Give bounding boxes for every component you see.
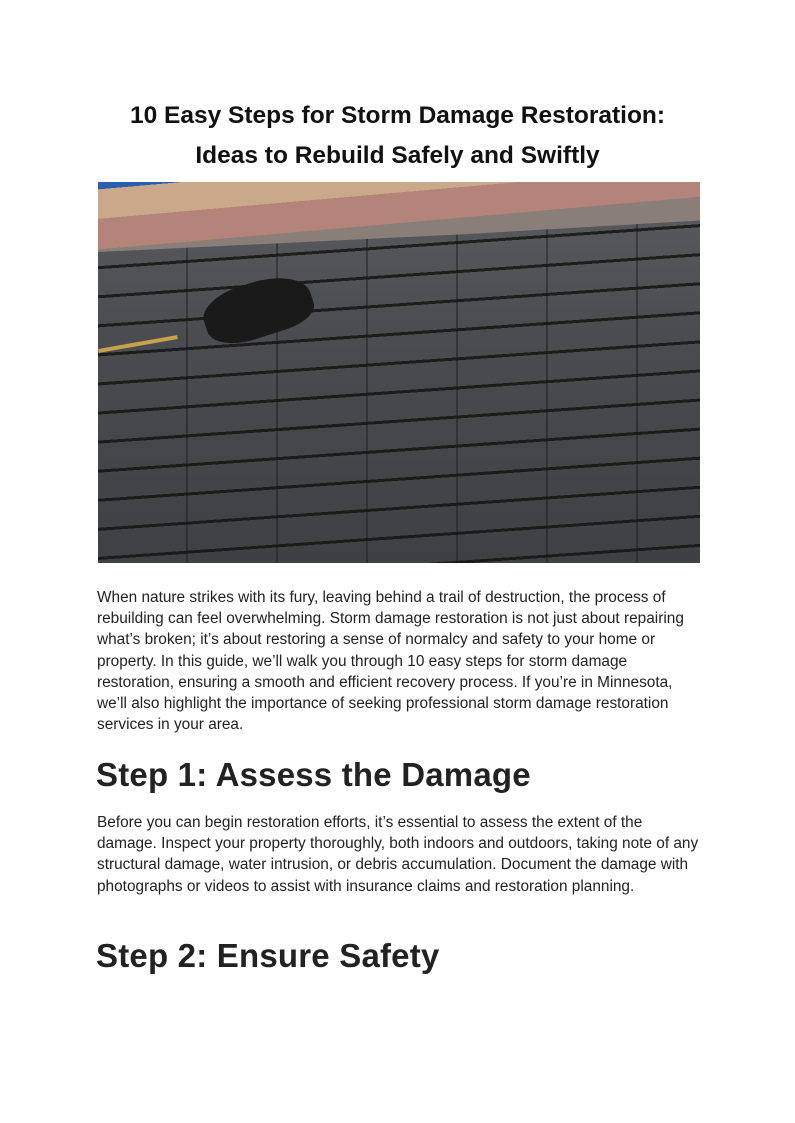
title-line-2: Ideas to Rebuild Safely and Swiftly [195, 142, 600, 169]
step-1-heading: Step 1: Assess the Damage [96, 756, 531, 793]
roof-shingles-photo [98, 182, 700, 563]
air-hose [98, 335, 177, 353]
nail-gun [197, 266, 319, 352]
step-1-paragraph: Before you can begin restoration efforts, it’s essential to assess the extent of the damage. Inspect your property thoroughly, both indoors and outdoors, taking note of any structural damage, water intrusion, or debris accumulation. Document the damage with photographs or videos to assist with insurance claims and restoration planning. [97, 814, 699, 895]
document-title [0, 96, 795, 176]
intro-paragraph: When nature strikes with its fury, leaving behind a trail of destruction, the process of rebuilding can feel overwhelming. Storm damage restoration is not just about repairing what’s broken; it’s about restoring a sense of normalcy and safety to your home or property. In this guide, we’ll walk you through 10 easy steps for storm damage restoration, ensuring a smooth and efficient recovery process. If you’re in Minnesota, we’ll also highlight the importance of seeking professional storm damage restoration services in your area. [97, 589, 684, 734]
step-2-heading: Step 2: Ensure Safety [96, 937, 440, 974]
roof-decking [98, 182, 700, 252]
title-line-1: 10 Easy Steps for Storm Damage Restoration: [129, 102, 666, 129]
